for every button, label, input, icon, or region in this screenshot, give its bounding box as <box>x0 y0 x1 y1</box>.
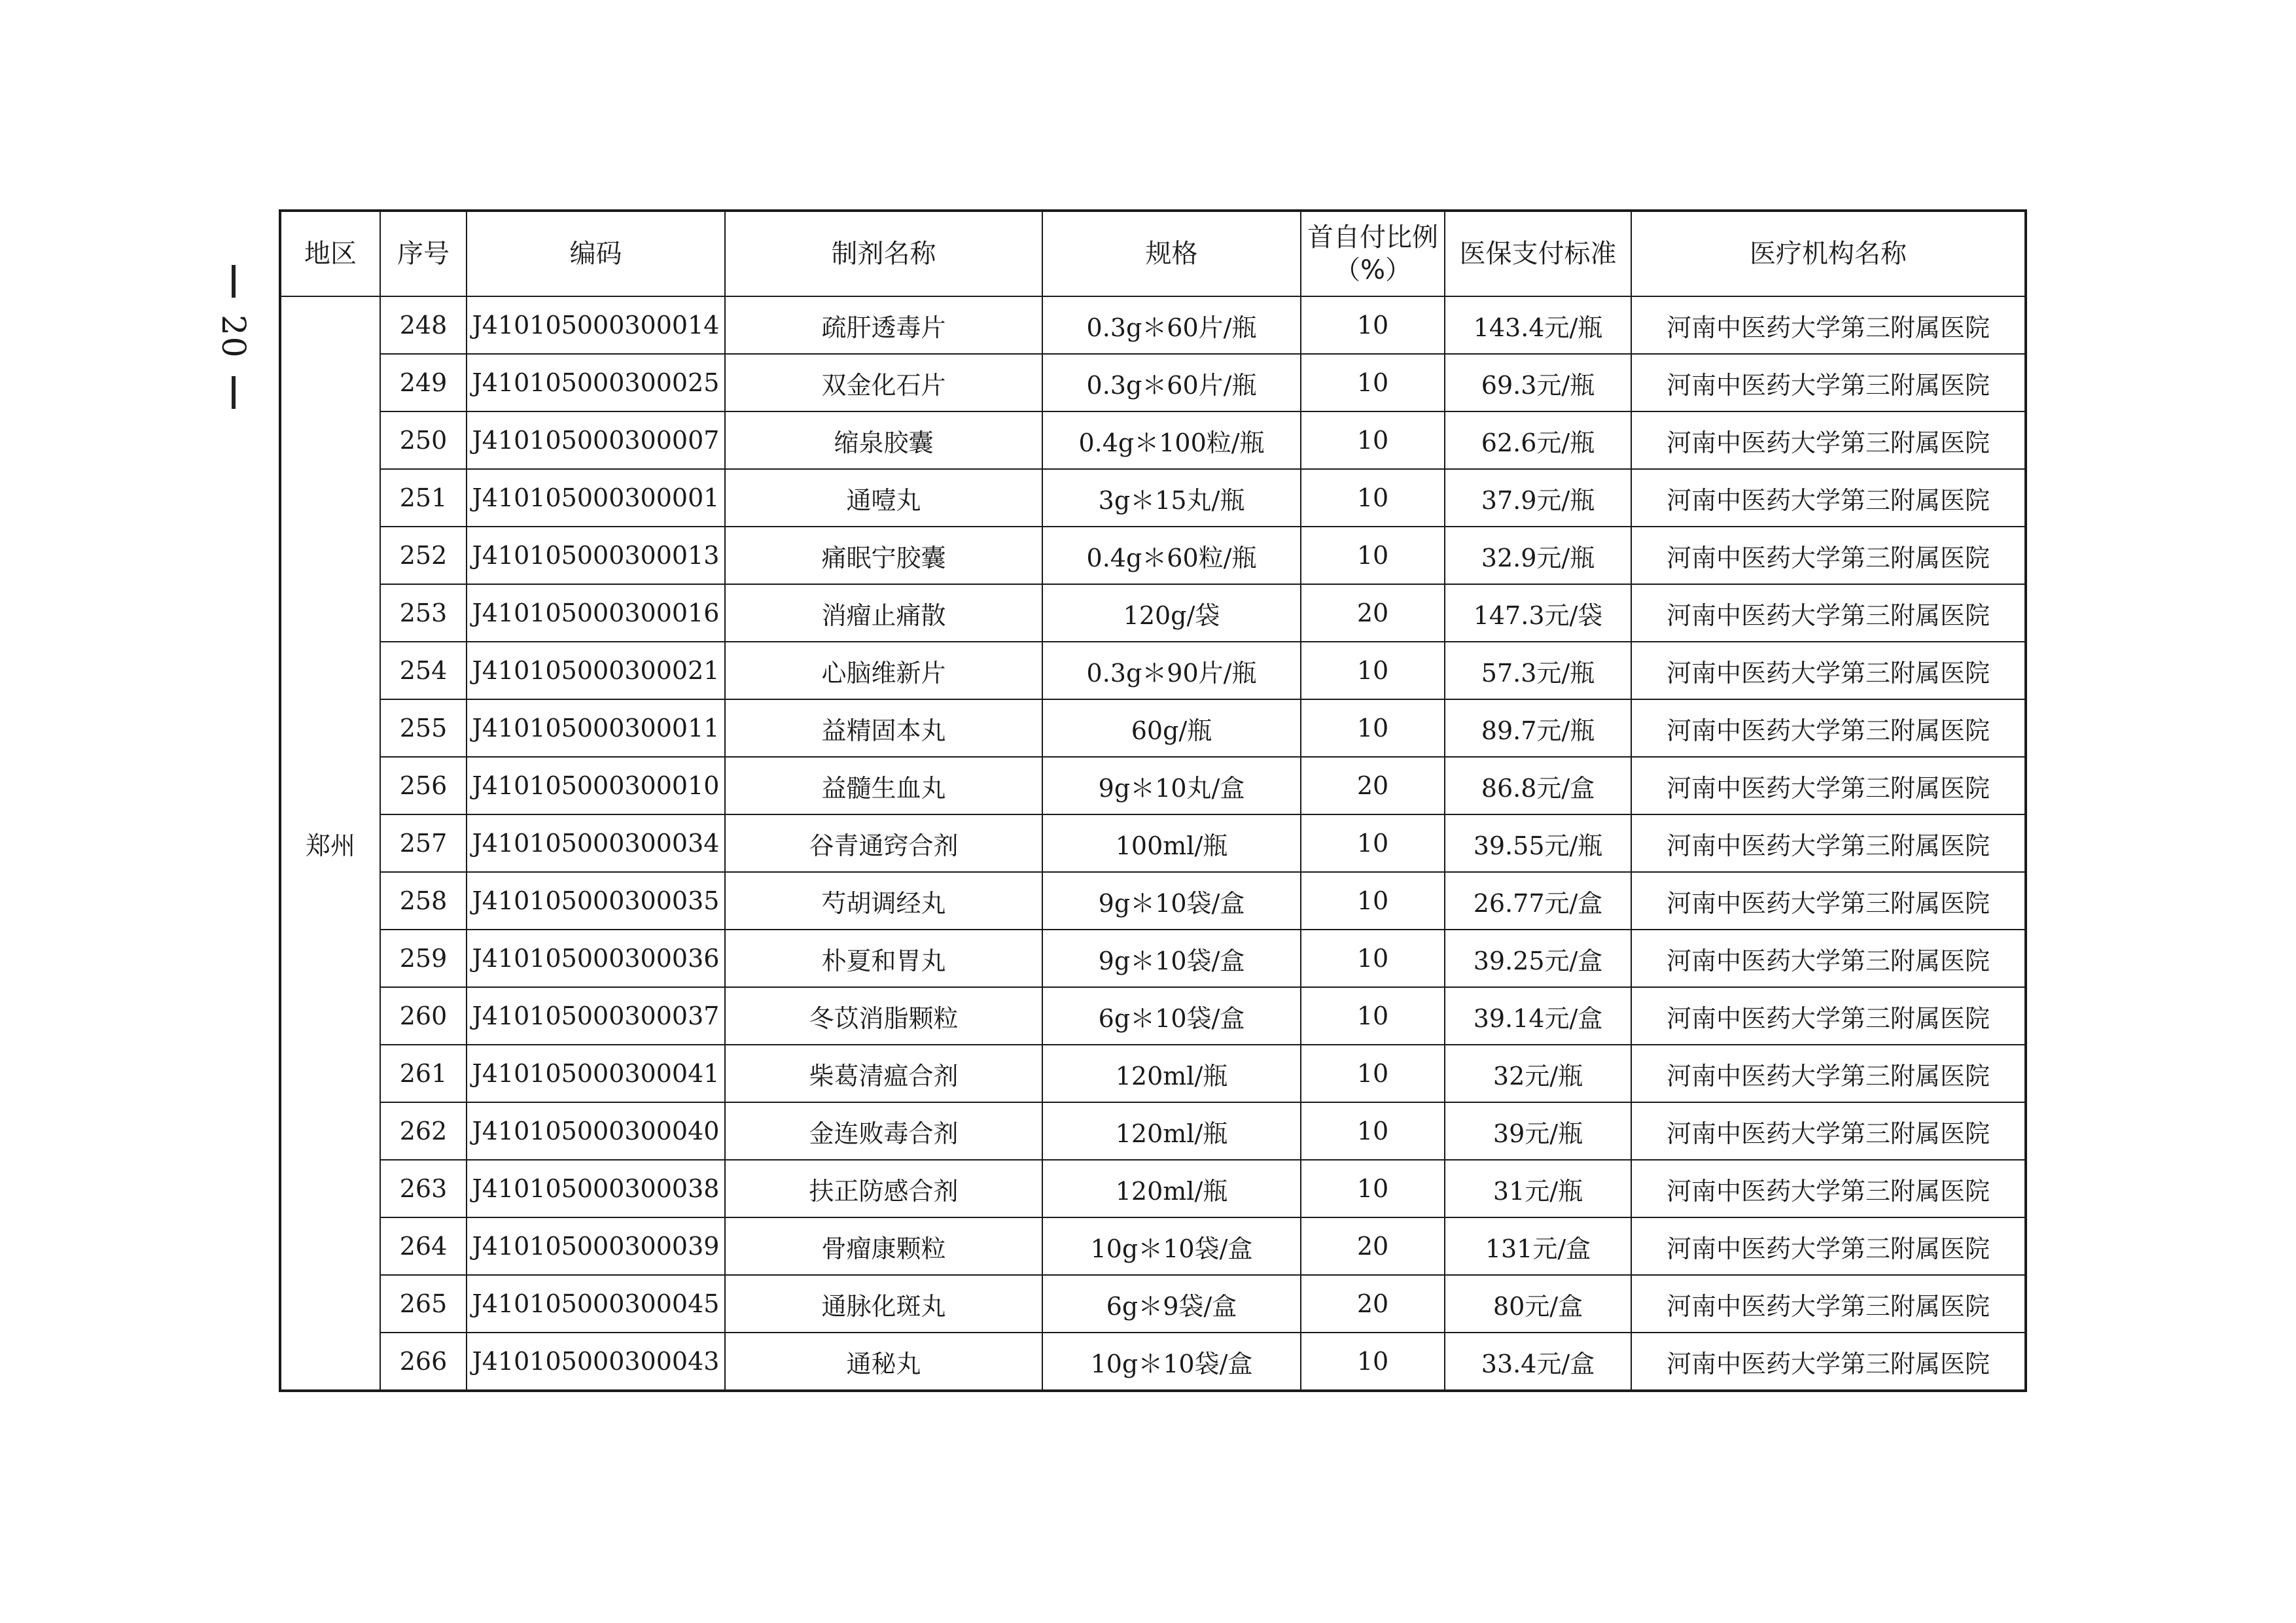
table-row <box>280 411 2026 469</box>
table-body <box>280 296 2026 1391</box>
cell-code: J410105000300021 <box>467 642 725 699</box>
cell-org: 河南中医药大学第三附属医院 <box>1631 1045 2026 1102</box>
header-ratio-line2: （%） <box>1333 255 1411 285</box>
table-row <box>280 699 2026 757</box>
cell-price: 86.8元/盒 <box>1445 757 1631 814</box>
cell-name: 骨瘤康颗粒 <box>725 1217 1042 1275</box>
cell-code: J410105000300010 <box>467 757 725 814</box>
cell-region: 郑州 <box>280 296 380 1391</box>
cell-org: 河南中医药大学第三附属医院 <box>1631 1160 2026 1217</box>
header-ratio-line1: 首自付比例 <box>1307 222 1438 253</box>
table-row <box>280 527 2026 584</box>
cell-ratio: 10 <box>1301 1333 1445 1391</box>
cell-code: J410105000300034 <box>467 814 725 872</box>
table-row <box>280 354 2026 411</box>
cell-name: 心脑维新片 <box>725 642 1042 699</box>
cell-ratio: 10 <box>1301 469 1445 527</box>
cell-seq: 266 <box>380 1333 467 1391</box>
cell-name: 痛眠宁胶囊 <box>725 527 1042 584</box>
cell-name: 益精固本丸 <box>725 699 1042 757</box>
table-row <box>280 1275 2026 1333</box>
table-row <box>280 584 2026 642</box>
cell-spec: 10g＊10袋/盒 <box>1042 1217 1301 1275</box>
cell-spec: 60g/瓶 <box>1042 699 1301 757</box>
cell-seq: 261 <box>380 1045 467 1102</box>
cell-ratio: 10 <box>1301 699 1445 757</box>
cell-seq: 252 <box>380 527 467 584</box>
table-row <box>280 757 2026 814</box>
cell-spec: 120ml/瓶 <box>1042 1045 1301 1102</box>
cell-ratio: 10 <box>1301 354 1445 411</box>
cell-price: 62.6元/瓶 <box>1445 411 1631 469</box>
cell-spec: 120ml/瓶 <box>1042 1102 1301 1160</box>
table-row <box>280 296 2026 354</box>
cell-org: 河南中医药大学第三附属医院 <box>1631 1102 2026 1160</box>
cell-code: J410105000300013 <box>467 527 725 584</box>
cell-price: 57.3元/瓶 <box>1445 642 1631 699</box>
cell-name: 消瘤止痛散 <box>725 584 1042 642</box>
cell-name: 扶正防感合剂 <box>725 1160 1042 1217</box>
cell-code: J410105000300039 <box>467 1217 725 1275</box>
cell-name: 通脉化斑丸 <box>725 1275 1042 1333</box>
cell-org: 河南中医药大学第三附属医院 <box>1631 642 2026 699</box>
cell-spec: 0.3g＊60片/瓶 <box>1042 354 1301 411</box>
cell-seq: 254 <box>380 642 467 699</box>
cell-spec: 10g＊10袋/盒 <box>1042 1333 1301 1391</box>
header-spec: 规格 <box>1042 211 1301 296</box>
cell-org: 河南中医药大学第三附属医院 <box>1631 1275 2026 1333</box>
cell-org: 河南中医药大学第三附属医院 <box>1631 872 2026 930</box>
cell-code: J410105000300036 <box>467 930 725 987</box>
cell-ratio: 10 <box>1301 872 1445 930</box>
cell-code: J410105000300043 <box>467 1333 725 1391</box>
cell-ratio: 20 <box>1301 757 1445 814</box>
cell-name: 谷青通窍合剂 <box>725 814 1042 872</box>
cell-seq: 263 <box>380 1160 467 1217</box>
cell-price: 33.4元/盒 <box>1445 1333 1631 1391</box>
cell-code: J410105000300038 <box>467 1160 725 1217</box>
cell-ratio: 20 <box>1301 1217 1445 1275</box>
cell-seq: 249 <box>380 354 467 411</box>
cell-price: 39.25元/盒 <box>1445 930 1631 987</box>
cell-name: 益髓生血丸 <box>725 757 1042 814</box>
cell-seq: 255 <box>380 699 467 757</box>
cell-spec: 120ml/瓶 <box>1042 1160 1301 1217</box>
cell-seq: 258 <box>380 872 467 930</box>
table-row <box>280 1160 2026 1217</box>
cell-seq: 265 <box>380 1275 467 1333</box>
table-row <box>280 1217 2026 1275</box>
table-row <box>280 642 2026 699</box>
cell-seq: 250 <box>380 411 467 469</box>
cell-price: 39.14元/盒 <box>1445 987 1631 1045</box>
table-row <box>280 1333 2026 1391</box>
cell-code: J410105000300045 <box>467 1275 725 1333</box>
cell-seq: 259 <box>380 930 467 987</box>
cell-spec: 0.3g＊90片/瓶 <box>1042 642 1301 699</box>
cell-name: 通秘丸 <box>725 1333 1042 1391</box>
cell-seq: 256 <box>380 757 467 814</box>
cell-code: J410105000300025 <box>467 354 725 411</box>
page-number-dash-top <box>232 265 236 298</box>
cell-price: 147.3元/袋 <box>1445 584 1631 642</box>
cell-code: J410105000300001 <box>467 469 725 527</box>
header-org: 医疗机构名称 <box>1631 211 2026 296</box>
cell-seq: 262 <box>380 1102 467 1160</box>
cell-org: 河南中医药大学第三附属医院 <box>1631 469 2026 527</box>
cell-spec: 6g＊10袋/盒 <box>1042 987 1301 1045</box>
cell-price: 39元/瓶 <box>1445 1102 1631 1160</box>
cell-name: 通噎丸 <box>725 469 1042 527</box>
cell-spec: 120g/袋 <box>1042 584 1301 642</box>
cell-name: 金连败毒合剂 <box>725 1102 1042 1160</box>
cell-code: J410105000300007 <box>467 411 725 469</box>
cell-price: 26.77元/盒 <box>1445 872 1631 930</box>
cell-ratio: 10 <box>1301 527 1445 584</box>
cell-spec: 9g＊10丸/盒 <box>1042 757 1301 814</box>
cell-seq: 260 <box>380 987 467 1045</box>
cell-price: 37.9元/瓶 <box>1445 469 1631 527</box>
table-row <box>280 1102 2026 1160</box>
cell-price: 131元/盒 <box>1445 1217 1631 1275</box>
table-row <box>280 930 2026 987</box>
cell-seq: 251 <box>380 469 467 527</box>
cell-org: 河南中医药大学第三附属医院 <box>1631 699 2026 757</box>
cell-code: J410105000300016 <box>467 584 725 642</box>
cell-org: 河南中医药大学第三附属医院 <box>1631 1217 2026 1275</box>
cell-org: 河南中医药大学第三附属医院 <box>1631 411 2026 469</box>
cell-ratio: 10 <box>1301 1045 1445 1102</box>
cell-price: 143.4元/瓶 <box>1445 296 1631 354</box>
cell-ratio: 10 <box>1301 296 1445 354</box>
cell-ratio: 10 <box>1301 987 1445 1045</box>
cell-name: 柴葛清瘟合剂 <box>725 1045 1042 1102</box>
cell-org: 河南中医药大学第三附属医院 <box>1631 584 2026 642</box>
cell-spec: 6g＊9袋/盒 <box>1042 1275 1301 1333</box>
cell-ratio: 10 <box>1301 411 1445 469</box>
cell-name: 朴夏和胃丸 <box>725 930 1042 987</box>
cell-name: 芍胡调经丸 <box>725 872 1042 930</box>
cell-price: 39.55元/瓶 <box>1445 814 1631 872</box>
cell-spec: 0.4g＊60粒/瓶 <box>1042 527 1301 584</box>
cell-org: 河南中医药大学第三附属医院 <box>1631 1333 2026 1391</box>
table-row <box>280 814 2026 872</box>
table-row <box>280 1045 2026 1102</box>
cell-price: 69.3元/瓶 <box>1445 354 1631 411</box>
cell-seq: 257 <box>380 814 467 872</box>
cell-name: 疏肝透毒片 <box>725 296 1042 354</box>
cell-code: J410105000300040 <box>467 1102 725 1160</box>
page-number-text: 20 <box>215 315 253 359</box>
page-number <box>198 249 270 425</box>
header-price: 医保支付标准 <box>1445 211 1631 296</box>
header-ratio <box>1301 211 1445 296</box>
cell-ratio: 10 <box>1301 814 1445 872</box>
cell-name: 冬苡消脂颗粒 <box>725 987 1042 1045</box>
table-row <box>280 987 2026 1045</box>
cell-org: 河南中医药大学第三附属医院 <box>1631 527 2026 584</box>
cell-org: 河南中医药大学第三附属医院 <box>1631 987 2026 1045</box>
cell-spec: 0.4g＊100粒/瓶 <box>1042 411 1301 469</box>
cell-ratio: 10 <box>1301 930 1445 987</box>
cell-name: 缩泉胶囊 <box>725 411 1042 469</box>
cell-org: 河南中医药大学第三附属医院 <box>1631 296 2026 354</box>
cell-code: J410105000300041 <box>467 1045 725 1102</box>
table-header-row <box>280 211 2026 296</box>
cell-ratio: 10 <box>1301 1160 1445 1217</box>
cell-code: J410105000300035 <box>467 872 725 930</box>
header-name: 制剂名称 <box>725 211 1042 296</box>
cell-spec: 9g＊10袋/盒 <box>1042 930 1301 987</box>
cell-org: 河南中医药大学第三附属医院 <box>1631 930 2026 987</box>
cell-seq: 248 <box>380 296 467 354</box>
cell-ratio: 10 <box>1301 642 1445 699</box>
cell-ratio: 10 <box>1301 1102 1445 1160</box>
cell-code: J410105000300014 <box>467 296 725 354</box>
cell-ratio: 20 <box>1301 584 1445 642</box>
cell-seq: 253 <box>380 584 467 642</box>
header-code: 编码 <box>467 211 725 296</box>
cell-price: 89.7元/瓶 <box>1445 699 1631 757</box>
cell-price: 32.9元/瓶 <box>1445 527 1631 584</box>
page-number-dash-bottom <box>232 376 236 409</box>
cell-code: J410105000300037 <box>467 987 725 1045</box>
cell-code: J410105000300011 <box>467 699 725 757</box>
cell-name: 双金化石片 <box>725 354 1042 411</box>
table-row <box>280 872 2026 930</box>
header-region: 地区 <box>280 211 380 296</box>
cell-org: 河南中医药大学第三附属医院 <box>1631 757 2026 814</box>
cell-spec: 0.3g＊60片/瓶 <box>1042 296 1301 354</box>
cell-spec: 9g＊10袋/盒 <box>1042 872 1301 930</box>
header-seq: 序号 <box>380 211 467 296</box>
cell-ratio: 20 <box>1301 1275 1445 1333</box>
cell-org: 河南中医药大学第三附属医院 <box>1631 354 2026 411</box>
cell-spec: 3g＊15丸/瓶 <box>1042 469 1301 527</box>
cell-spec: 100ml/瓶 <box>1042 814 1301 872</box>
cell-price: 31元/瓶 <box>1445 1160 1631 1217</box>
cell-price: 80元/盒 <box>1445 1275 1631 1333</box>
cell-price: 32元/瓶 <box>1445 1045 1631 1102</box>
cell-org: 河南中医药大学第三附属医院 <box>1631 814 2026 872</box>
drug-table <box>279 209 2027 1392</box>
cell-seq: 264 <box>380 1217 467 1275</box>
table-row <box>280 469 2026 527</box>
